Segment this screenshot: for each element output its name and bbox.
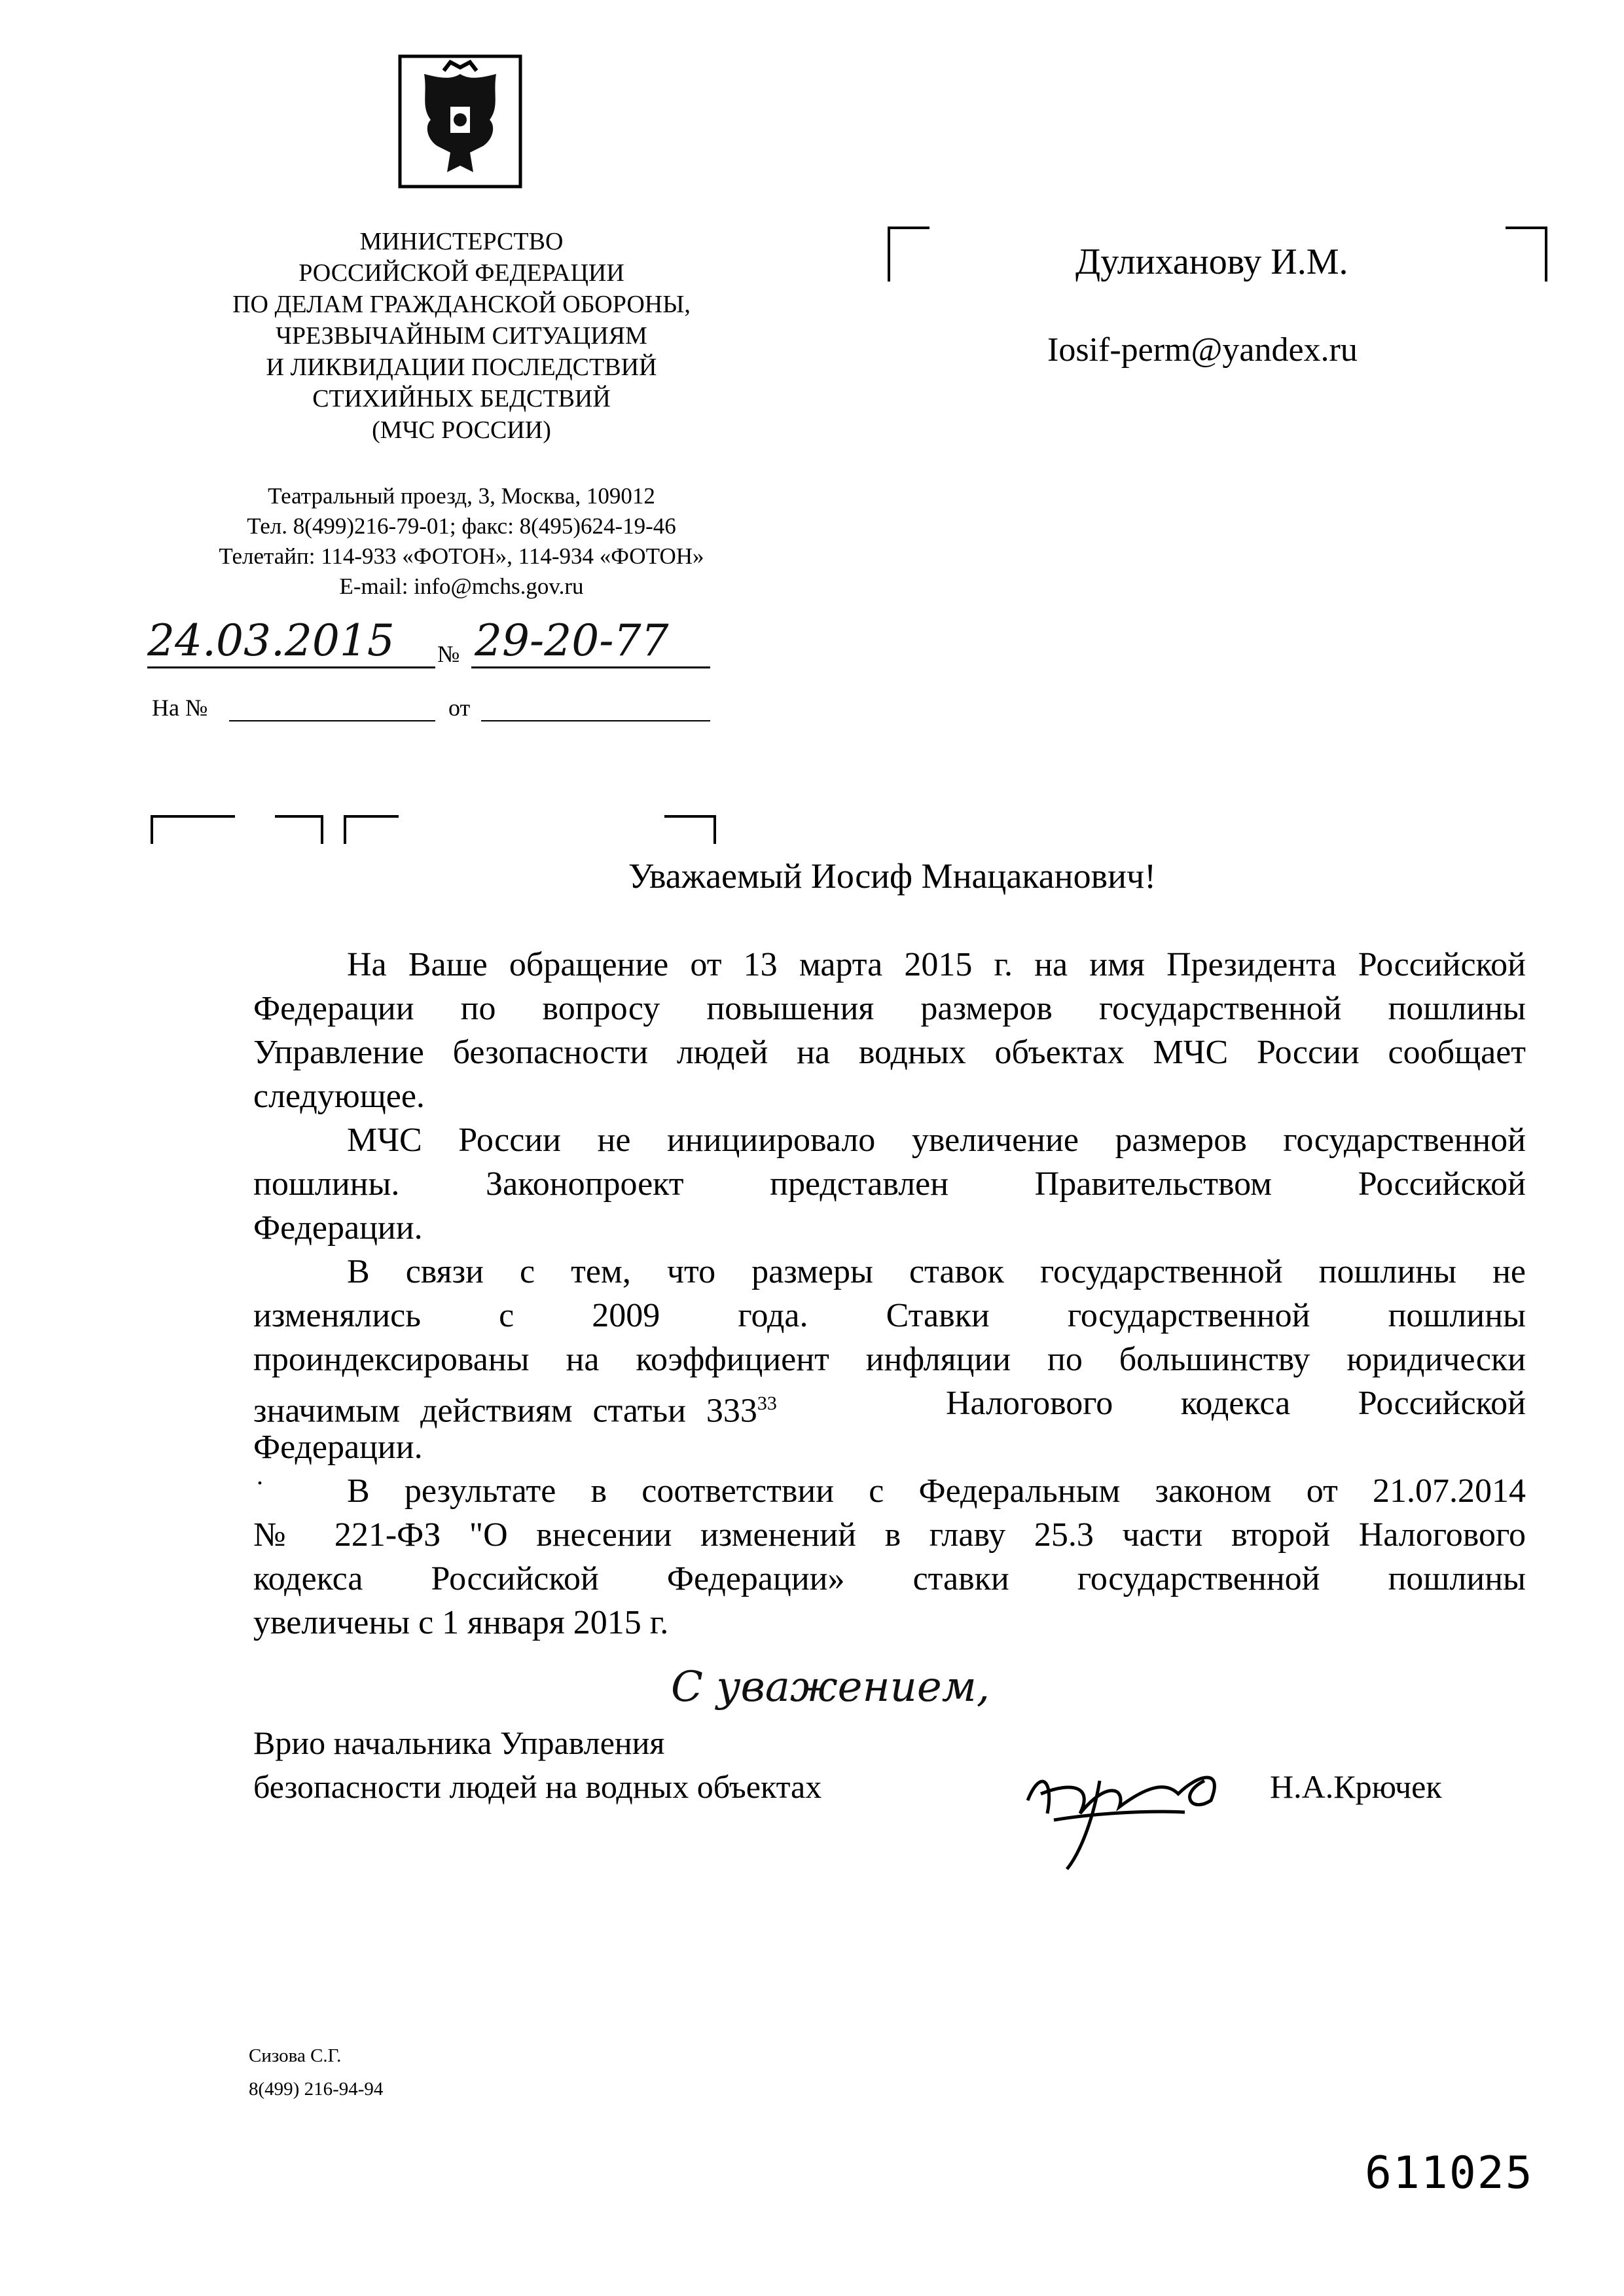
org-name [170, 226, 753, 446]
org-line: И ЛИКВИДАЦИИ ПОСЛЕДСТВИЙ [266, 354, 657, 381]
body-line: Федерации. [253, 1429, 423, 1466]
body-line: следующее. [253, 1078, 425, 1115]
body-line: проиндексированы на коэффициент инфляции по большинству юридически [253, 1341, 1526, 1378]
address-line: Театральный проезд, 3, Москва, 109012 [268, 483, 655, 509]
body-line: изменялись с 2009 года. Ставки государственной пошлины [253, 1297, 1526, 1334]
body-text: значимым действиям статьи 333 [253, 1392, 757, 1430]
body-line: Налогового кодекса Российской [946, 1385, 1526, 1422]
body-line: № 221-ФЗ "О внесении изменений в главу 25.3 части второй Налогового [253, 1516, 1526, 1554]
number-underline [471, 666, 710, 668]
corner-mark [1506, 227, 1547, 282]
signatory-title: безопасности людей на водных объектах [253, 1768, 822, 1805]
body-line [253, 1384, 777, 1430]
org-line: РОССИЙСКОЙ ФЕДЕРАЦИИ [298, 259, 624, 287]
double-headed-eagle-emblem [398, 54, 522, 189]
corner-mark [664, 815, 716, 844]
number-label: № [437, 641, 460, 667]
recipient-email: Iosif-perm@yandex.ru [1047, 331, 1358, 369]
date-underline [147, 666, 435, 668]
executor-name: Сизова С.Г. [249, 2045, 342, 2066]
body-line: Федерации. [253, 1209, 423, 1247]
phone-line: Тел. 8(499)216-79-01; факс: 8(495)624-19-46 [247, 513, 676, 539]
body-line: Федерации по вопросу повышения размеров государственной пошлины [253, 990, 1526, 1027]
body-line: увеличены с 1 января 2015 г. [253, 1604, 669, 1641]
reply-number-line [229, 720, 435, 721]
signatory-name: Н.А.Крючек [1270, 1768, 1442, 1805]
org-line: ПО ДЕЛАМ ГРАЖДАНСКОЙ ОБОРОНЫ, [232, 291, 691, 318]
handwritten-closing: С уважением, [671, 1663, 990, 1711]
reply-date-line [481, 720, 710, 721]
org-line: (МЧС РОССИИ) [372, 416, 551, 444]
article-superscript: 33 [757, 1393, 777, 1414]
body-line: МЧС России не инициировало увеличение размеров государственной [347, 1121, 1526, 1159]
signatory-title: Врио начальника Управления [253, 1724, 665, 1761]
org-line: ЧРЕЗВЫЧАЙНЫМ СИТУАЦИЯМ [276, 322, 647, 350]
stray-mark: . [257, 1461, 263, 1490]
body-line: На Ваше обращение от 13 марта 2015 г. на имя Президента Российской [347, 946, 1526, 983]
org-address [131, 481, 792, 602]
recipient-name: Дулиханову И.М. [1075, 242, 1348, 282]
letter-number: 29-20-77 [475, 615, 669, 666]
corner-mark [888, 227, 929, 282]
document-code: 611025 [1365, 2147, 1534, 2199]
body-line: кодекса Российской Федерации» ставки государственной пошлины [253, 1560, 1526, 1597]
body-line: В связи с тем, что размеры ставок государственной пошлины не [347, 1253, 1526, 1290]
corner-mark [275, 815, 323, 844]
body-line: пошлины. Законопроект представлен Правительством Российской [253, 1165, 1526, 1203]
corner-mark [344, 815, 399, 844]
executor-phone: 8(499) 216-94-94 [249, 2079, 384, 2100]
teletype-line: Телетайп: 114-933 «ФОТОН», 114-934 «ФОТОН» [219, 543, 704, 569]
handwritten-signature [1015, 1741, 1250, 1872]
letter-date: 24.03.2015 [147, 615, 395, 666]
reply-label: На № [152, 695, 208, 721]
org-line: СТИХИЙНЫХ БЕДСТВИЙ [312, 385, 611, 412]
body-line: В результате в соответствии с Федеральным законом от 21.07.2014 [347, 1472, 1526, 1510]
body-line: Управление безопасности людей на водных объектах МЧС России сообщает [253, 1034, 1526, 1071]
org-line: МИНИСТЕРСТВО [359, 228, 564, 255]
corner-mark [151, 815, 235, 844]
email-line: E-mail: info@mchs.gov.ru [339, 574, 584, 599]
from-label: от [448, 695, 471, 721]
greeting: Уважаемый Иосиф Мнацаканович! [628, 856, 1157, 896]
